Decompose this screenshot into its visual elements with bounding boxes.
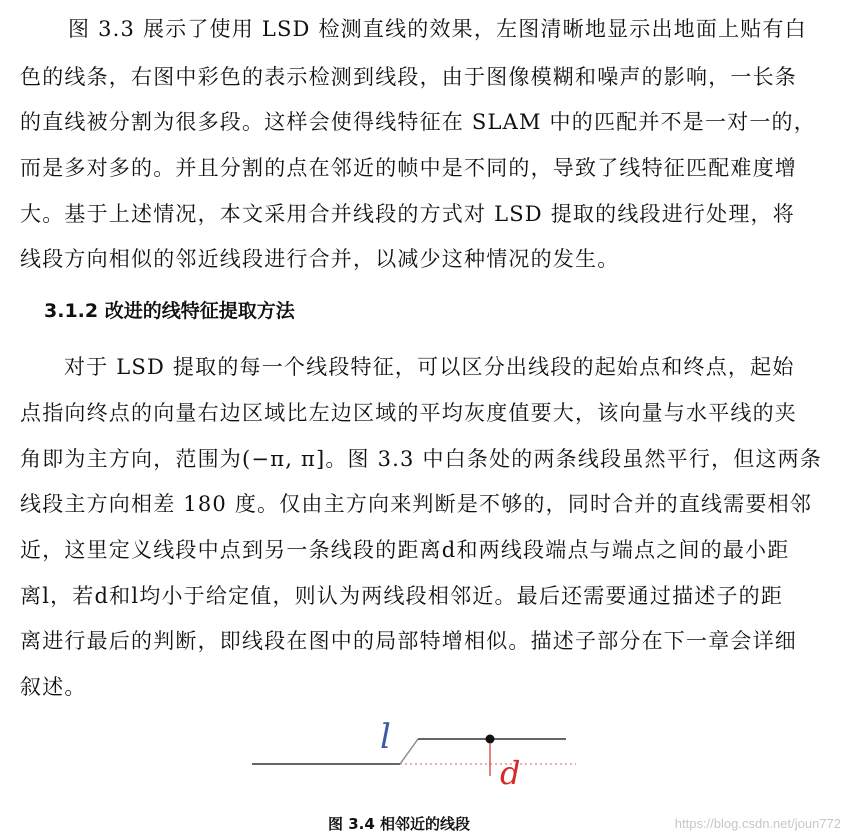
paragraph-2-line-8: 叙述。 <box>20 675 87 699</box>
gap-connector <box>400 739 418 764</box>
section-heading: 3.1.2 改进的线特征提取方法 <box>44 300 295 322</box>
paragraph-1-line-1: 图 3.3 展示了使用 LSD 检测直线的效果，左图清晰地显示出地面上贴有白 <box>68 17 807 41</box>
paragraph-1-line-3: 的直线被分割为很多段。这样会使得线特征在 SLAM 中的匹配并不是一对一的， <box>20 110 816 134</box>
paragraph-1-line-4: 而是多对多的。并且分割的点在邻近的帧中是不同的，导致了线特征匹配难度增 <box>20 156 797 180</box>
paragraph-2-line-4: 线段主方向相差 180 度。仅由主方向来判断是不够的，同时合并的直线需要相邻 <box>20 492 813 516</box>
watermark-url: https://blog.csdn.net/joun772 <box>674 816 841 831</box>
midpoint-dot <box>486 735 495 744</box>
paragraph-1-line-2: 色的线条，右图中彩色的表示检测到线段，由于图像模糊和噪声的影响，一长条 <box>20 65 797 89</box>
adjacent-segments-figure <box>240 710 600 800</box>
paragraph-1-line-5: 大。基于上述情况，本文采用合并线段的方式对 LSD 提取的线段进行处理，将 <box>20 202 795 226</box>
figure-caption: 图 3.4 相邻近的线段 <box>328 815 471 833</box>
paragraph-2-line-5: 近，这里定义线段中点到另一条线段的距离d和两线段端点与端点之间的最小距 <box>20 538 790 562</box>
paragraph-2-line-7: 离进行最后的判断，即线段在图中的局部特增相似。描述子部分在下一章会详细 <box>20 629 797 653</box>
paragraph-2-line-3: 角即为主方向，范围为(−π, π]。图 3.3 中白条处的两条线段虽然平行，但这两条 <box>20 447 823 471</box>
paragraph-2-line-2: 点指向终点的向量右边区域比左边区域的平均灰度值要大，该向量与水平线的夹 <box>20 401 797 425</box>
paragraph-1-line-6: 线段方向相似的邻近线段进行合并，以减少这种情况的发生。 <box>20 247 620 271</box>
label-d: d <box>500 754 521 792</box>
label-l: l <box>380 717 391 757</box>
paragraph-2-line-1: 对于 LSD 提取的每一个线段特征，可以区分出线段的起始点和终点，起始 <box>64 355 795 379</box>
paragraph-2-line-6: 离l，若d和l均小于给定值，则认为两线段相邻近。最后还需要通过描述子的距 <box>20 584 784 608</box>
